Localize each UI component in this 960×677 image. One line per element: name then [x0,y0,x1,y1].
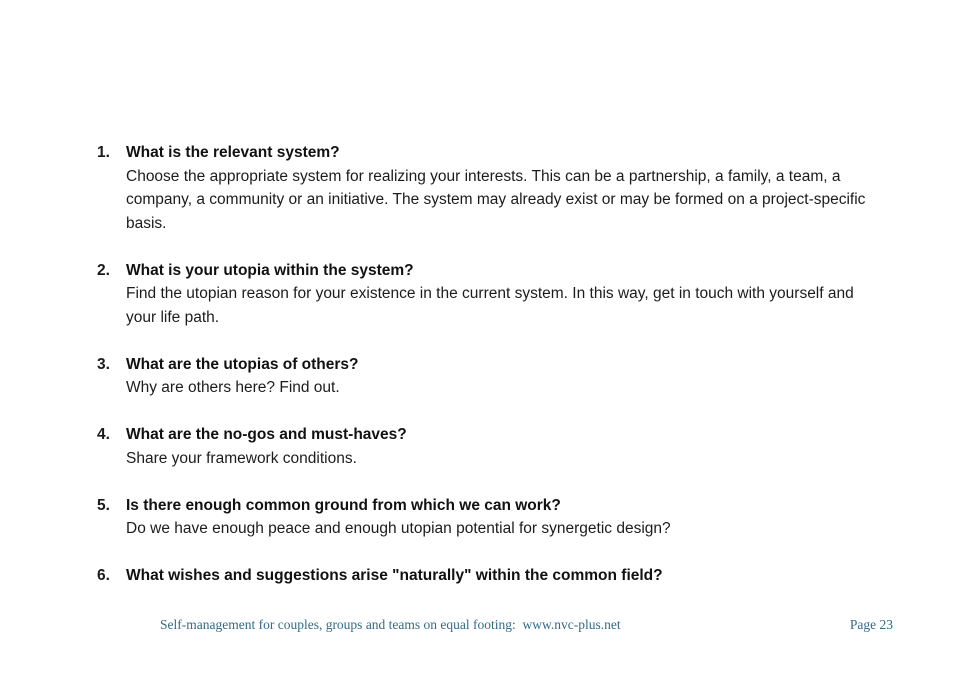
question-list [97,141,879,611]
item-number: 3. [97,355,110,373]
item-body: Find the utopian reason for your existence in the current system. In this way, get in touch with yourself and your life path. [126,285,854,326]
item-number: 6. [97,567,110,584]
list-item [97,423,879,470]
page-footer [0,615,960,635]
item-number: 5. [97,496,110,514]
item-question: What is the relevant system? [126,144,340,161]
item-body: Choose the appropriate system for realizing your interests. This can be a partnership, a family, a team, a company, a community or an initiative. The system may already exist or may be formed on a project-specific basis. [126,167,866,232]
item-body: Do we have enough peace and enough utopian potential for synergetic design? [126,520,671,537]
footer-tagline-text: Self-management for couples, groups and teams on equal footing: [160,617,523,632]
item-text [126,353,877,400]
item-question: What is your utopia within the system? [126,261,414,279]
footer-website-link[interactable]: www.nvc-plus.net [522,617,621,632]
item-text [126,564,877,588]
page-number: Page 23 [849,617,893,632]
list-item [97,564,879,588]
item-question: What are the utopias of others? [126,355,359,373]
list-item [97,353,879,400]
item-text [126,141,877,235]
footer-tagline [160,615,621,635]
item-question: What are the no-gos and must-haves? [126,426,407,443]
item-question: Is there enough common ground from which we can work? [126,496,561,514]
item-body: Why are others here? Find out. [126,379,340,396]
item-number: 2. [97,261,110,279]
item-text [126,423,877,470]
item-body: Share your framework conditions. [126,449,357,467]
item-question: What wishes and suggestions arise "naturally" within the common field? [126,567,663,584]
item-number: 1. [97,144,110,161]
item-text [126,494,877,541]
item-text [126,259,877,330]
item-number: 4. [97,426,110,443]
list-item [97,494,879,541]
list-item [97,141,879,235]
list-item [97,259,879,330]
